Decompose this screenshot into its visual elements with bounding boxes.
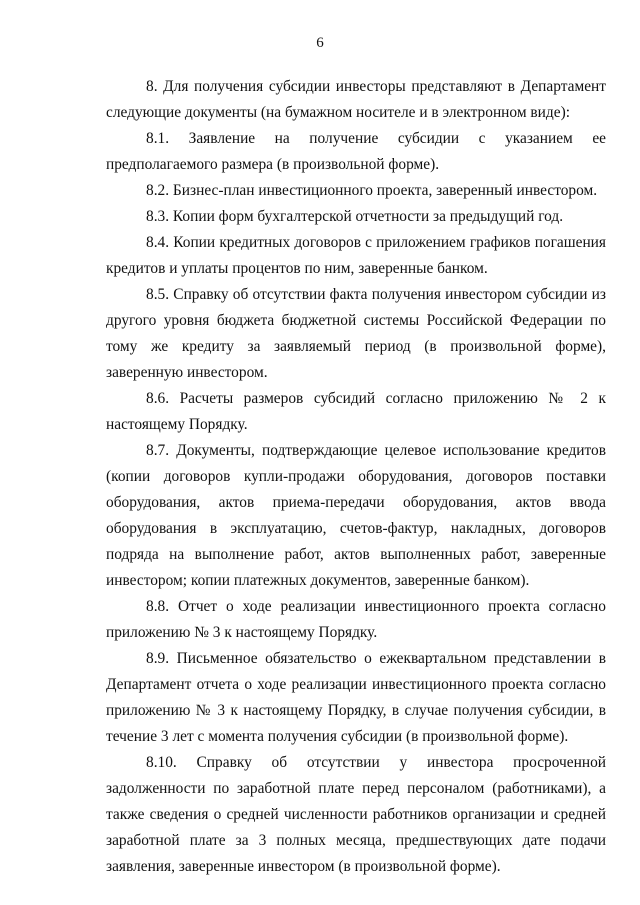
paragraph-8-7: 8.7. Документы, подтверждающие целевое использование кредитов (копии договоров купли-продажи оборудования, договоров поставки оборудования, актов приема-передачи оборудования, актов ввода оборудования в эксплуатацию, счетов-фактур, накладных, договоров подряда на выполнение работ, актов выполненных работ, заверенные инвестором; копии платежных документов, заверенные банком). — [106, 442, 606, 589]
document-body — [106, 74, 606, 880]
paragraph-8-1: 8.1. Заявление на получение субсидии с указанием ее предполагаемого размера (в произвольной форме). — [106, 130, 606, 173]
paragraph-8-10: 8.10. Справку об отсутствии у инвестора просроченной задолженности по заработной плате перед персоналом (работниками), а также сведения о средней численности работников организации и средней заработной плате за 3 полных месяца, предшествующих дате подачи заявления, заверенные инвестором (в произвольной форме). — [106, 754, 606, 875]
paragraph-8-4: 8.4. Копии кредитных договоров с приложением графиков погашения кредитов и уплаты процентов по ним, заверенные банком. — [106, 234, 606, 277]
paragraph-8: 8. Для получения субсидии инвесторы представляют в Департамент следующие документы (на бумажном носителе и в электронном виде): — [106, 78, 606, 121]
paragraph-8-3: 8.3. Копии форм бухгалтерской отчетности за предыдущий год. — [146, 208, 564, 225]
page-number: 6 — [316, 35, 324, 51]
paragraph-8-6: 8.6. Расчеты размеров субсидий согласно приложению № 2 к настоящему Порядку. — [106, 390, 606, 433]
paragraph-8-2: 8.2. Бизнес-план инвестиционного проекта, заверенный инвестором. — [146, 182, 598, 199]
paragraph-8-9: 8.9. Письменное обязательство о ежеквартальном представлении в Департамент отчета о ходе реализации инвестиционного проекта согласно приложению № 3 к настоящему Порядку, в случае получения субсидии, в течение 3 лет с момента получения субсидии (в произвольной форме). — [106, 650, 606, 745]
paragraph-8-5: 8.5. Справку об отсутствии факта получения инвестором субсидии из другого уровня бюджета бюджетной системы Российской Федерации по тому же кредиту за заявляемый период (в произвольной форме), заверенную инвестором. — [106, 286, 606, 381]
paragraph-8-8: 8.8. Отчет о ходе реализации инвестиционного проекта согласно приложению № 3 к настоящему Порядку. — [106, 598, 606, 641]
